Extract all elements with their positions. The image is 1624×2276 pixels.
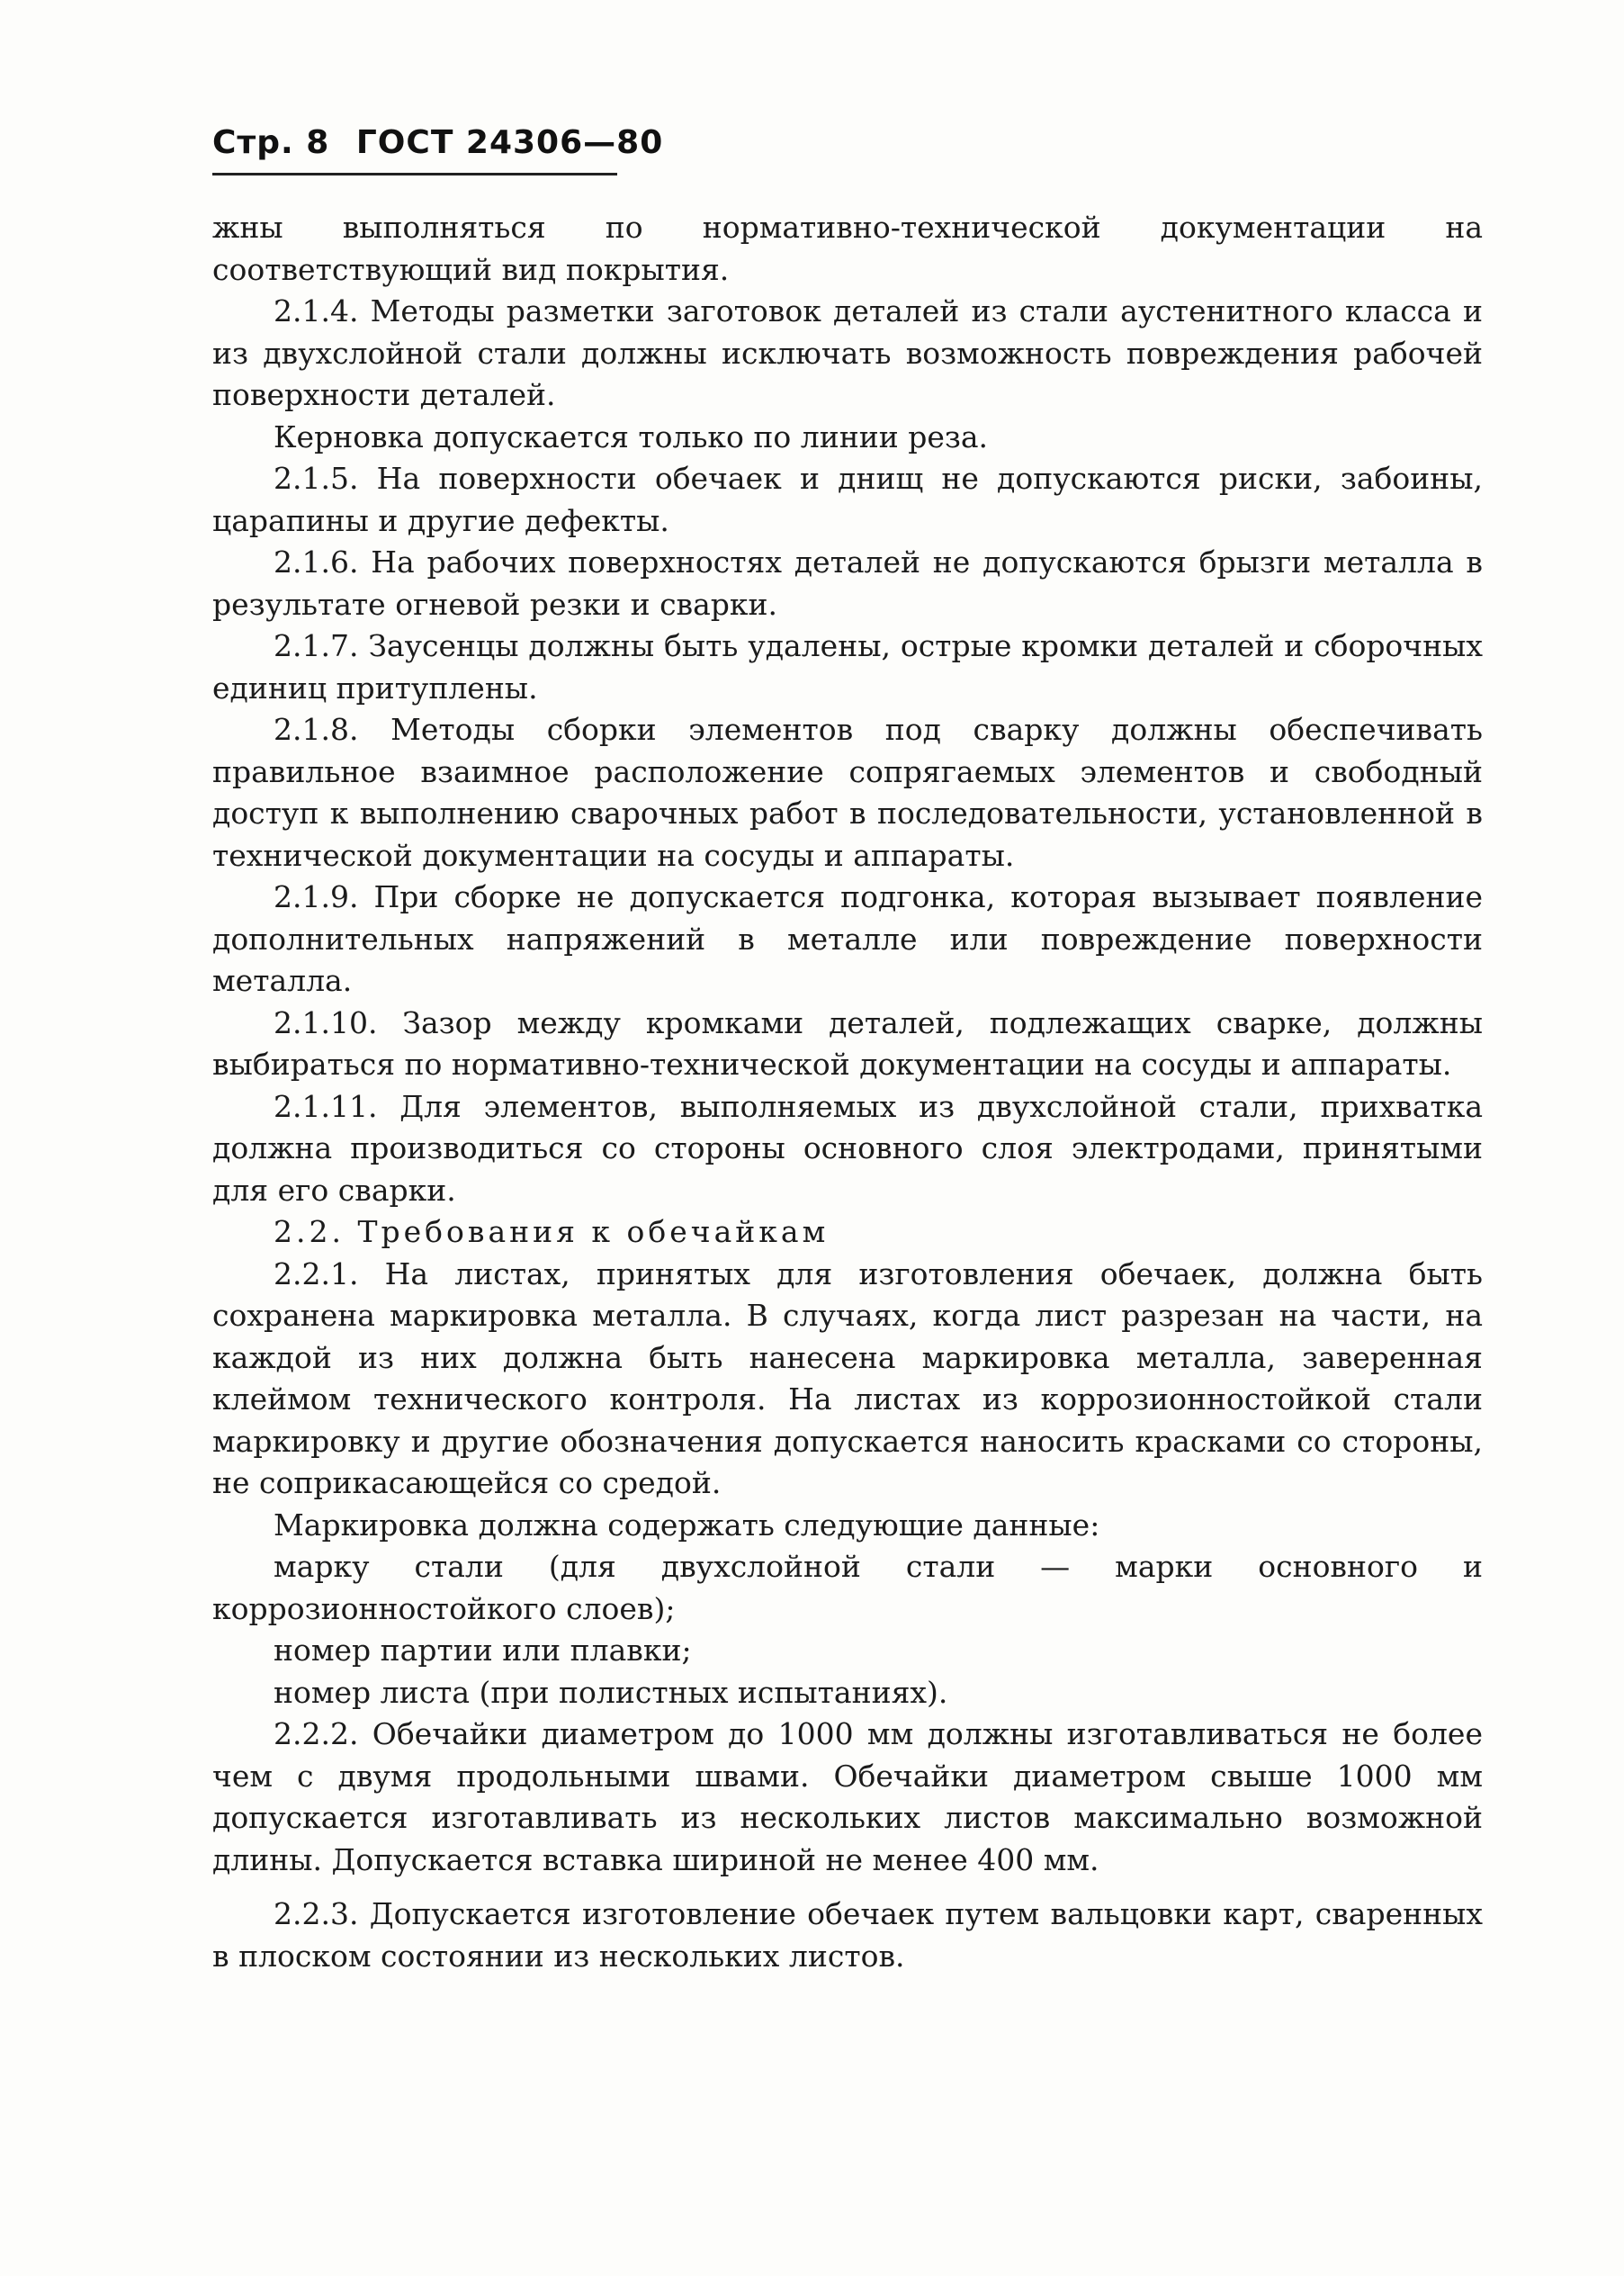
- section-heading-2-2: 2.2. Требования к обечайкам: [274, 1214, 830, 1249]
- marking-intro: Маркировка должна содержать следующие данные:: [274, 1507, 1100, 1543]
- clause-2-1-7: 2.1.7. Заусенцы должны быть удалены, острые кромки деталей и сборочных единиц притуплены.: [212, 628, 1483, 706]
- clause-2-2-3: 2.2.3. Допускается изготовление обечаек путем вальцовки карт, сваренных в плоском состоянии из нескольких листов.: [212, 1896, 1483, 1974]
- marking-item-sheet: номер листа (при полистных испытаниях).: [274, 1674, 948, 1710]
- standard-designation: ГОСТ 24306—80: [355, 124, 664, 161]
- marking-item-steel-grade: марку стали (для двухслойной стали — марки основного и коррозионностойкого слоев);: [212, 1549, 1483, 1626]
- clause-2-1-8: 2.1.8. Методы сборки элементов под сварку должны обеспечивать правильное взаимное расположение сопрягаемых элементов и свободный доступ к выполнению сварочных работ в последовательности, установленной в технической документации на сосуды и аппараты.: [212, 712, 1483, 873]
- clause-2-2-2: 2.2.2. Обечайки диаметром до 1000 мм должны изготавливаться не более чем с двумя продольными швами. Обечайки диаметром свыше 1000 мм допускается изготавливать из нескольких листов максимально возможной длины. Допускается вставка шириной не менее 400 мм.: [212, 1716, 1483, 1877]
- header-divider: [212, 173, 617, 175]
- clause-2-1-4-note: Керновка допускается только по линии реза.: [274, 418, 989, 454]
- clause-2-1-10: 2.1.10. Зазор между кромками деталей, подлежащих сварке, должны выбираться по нормативно-технической документации на сосуды и аппараты.: [212, 1004, 1483, 1082]
- clause-2-2-1: 2.2.1. На листах, принятых для изготовления обечаек, должна быть сохранена маркировка металла. В случаях, когда лист разрезан на части, на каждой из них должна быть нанесена маркировка металла, заверенная клеймом технического контроля. На листах из коррозионностойкой стали маркировку и другие обозначения допускается наносить красками со стороны, не соприкасающейся со средой.: [212, 1255, 1483, 1500]
- document-body: [212, 207, 1483, 1977]
- clause-2-1-4: 2.1.4. Методы разметки заготовок деталей из стали аустенитного класса и из двухслойной стали должны исключать возможность повреждения рабочей поверхности деталей.: [212, 293, 1483, 412]
- clause-2-1-11: 2.1.11. Для элементов, выполняемых из двухслойной стали, прихватка должна производиться со стороны основного слоя электродами, принятыми для его сварки.: [212, 1088, 1483, 1208]
- clause-2-1-6: 2.1.6. На рабочих поверхностях деталей не допускаются брызги металла в результате огневой резки и сварки.: [212, 544, 1483, 622]
- clause-2-1-9: 2.1.9. При сборке не допускается подгонка, которая вызывает появление дополнительных напряжений в металле или повреждение поверхности металла.: [212, 879, 1483, 998]
- paragraph-continuation: жны выполняться по нормативно-технической документации на соответствующий вид покрытия.: [212, 210, 1483, 287]
- running-header: [212, 124, 664, 161]
- page-number-label: Стр. 8: [212, 124, 330, 161]
- clause-2-1-5: 2.1.5. На поверхности обечаек и днищ не допускаются риски, забоины, царапины и другие дефекты.: [212, 461, 1483, 538]
- marking-item-batch: номер партии или плавки;: [274, 1633, 692, 1668]
